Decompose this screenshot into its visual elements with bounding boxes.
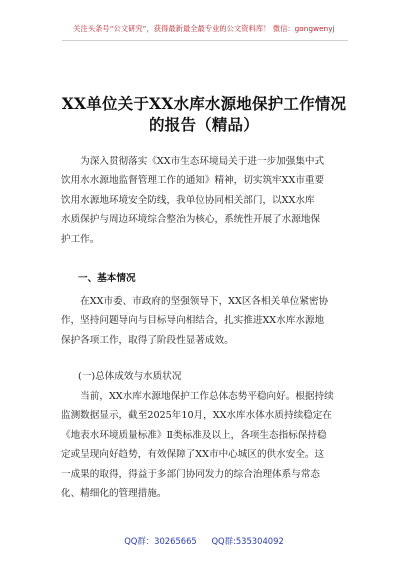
subsection1-paragraph <box>61 387 348 503</box>
intro-paragraph <box>61 152 348 249</box>
footer-contact <box>0 535 408 547</box>
paragraph-line: 作，坚持问题导向与目标导向相结合，扎实推进XX水库水源地 <box>61 315 325 327</box>
paragraph-line: 饮用水源地环境安全防线，我单位协同相关部门，以XX水库 <box>61 194 315 206</box>
subsection-heading-1: (一)总体成效与水质状况 <box>78 371 182 382</box>
paragraph-line: 当前，XX水库水源地保护工作总体态势平稳向好。根据持续 <box>61 391 334 402</box>
paragraph-line: 在XX市委、市政府的坚强领导下，XX区各相关单位紧密协 <box>61 296 329 307</box>
paragraph-line: 保护各项工作，取得了阶段性显著成效。 <box>61 334 234 346</box>
paragraph-line: 水质保护与周边环境综合整治为核心，系统性开展了水源地保 <box>61 214 321 226</box>
paragraph-line: 为深入贯彻落实《XX市生态环境局关于进一步加强集中式 <box>61 156 325 167</box>
paragraph-line: 化、精细化的管理措施。 <box>61 488 167 500</box>
paragraph-line: 定或呈现向好趋势，有效保障了XX市中心城区的供水安全。这 <box>61 449 325 461</box>
footer-qq-group-1: QQ群：30265665 <box>124 536 197 546</box>
section-heading-1: 一、基本情况 <box>78 273 136 284</box>
paragraph-line: 一成果的取得，得益于多部门协同发力的综合治理体系与常态 <box>61 468 321 480</box>
document-title-line-2: 的报告（精品） <box>149 115 259 134</box>
document-title-line-1: XX单位关于XX水库水源地保护工作情况 <box>61 94 347 113</box>
header-divider <box>62 40 348 41</box>
paragraph-line: 监测数据显示，截至2025年10月，XX水库水体水质持续稳定在 <box>61 410 332 422</box>
section1-paragraph <box>61 292 348 350</box>
paragraph-line: 《地表水环境质量标准》Ⅱ类标准及以上，各项生态指标保持稳 <box>61 429 327 441</box>
footer-qq-group-2: QQ群:535304092 <box>211 536 284 546</box>
paragraph-line: 饮用水水源地监督管理工作的通知》精神，切实筑牢XX市重要 <box>61 175 325 187</box>
paragraph-line: 护工作。 <box>61 233 100 245</box>
header-banner: 关注头条号“公文研究”，获得最新最全最专业的公文资料库！ 微信：gongwenyj <box>73 24 335 33</box>
